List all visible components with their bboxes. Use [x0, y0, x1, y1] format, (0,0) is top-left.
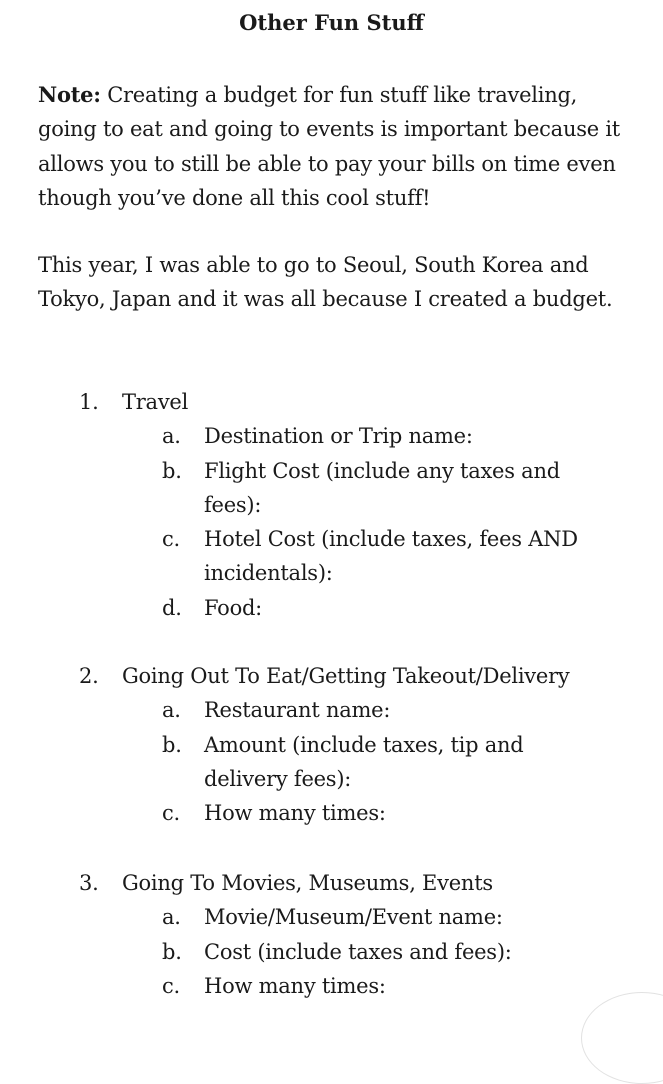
list-item: [0, 419, 663, 453]
list-section-events: [0, 866, 663, 1003]
list-item: [0, 454, 663, 523]
list-item: [0, 591, 663, 625]
item-letter: a.: [162, 424, 181, 449]
item-letter: c.: [162, 973, 180, 998]
list-item: [0, 969, 663, 1003]
item-text: Cost (include taxes and fees):: [204, 939, 512, 964]
item-text: Amount (include taxes, tip and delivery fees):: [204, 732, 524, 791]
item-letter: d.: [162, 595, 182, 620]
list-section-eating-out: [0, 659, 663, 830]
list-item: [0, 728, 663, 797]
list-section-travel: [0, 385, 663, 625]
list-item: [0, 693, 663, 727]
item-letter: b.: [162, 458, 182, 483]
item-letter: b.: [162, 732, 182, 757]
item-text: Movie/Museum/Event name:: [204, 905, 503, 930]
item-text: Hotel Cost (include taxes, fees AND incidentals):: [204, 527, 578, 586]
item-letter: a.: [162, 698, 181, 723]
item-text: Restaurant name:: [204, 698, 391, 723]
item-letter: c.: [162, 527, 180, 552]
list-item: [0, 900, 663, 934]
item-letter: a.: [162, 905, 181, 930]
list-heading: [0, 385, 663, 419]
note-lead: Note:: [38, 82, 101, 107]
item-text: How many times:: [204, 973, 386, 998]
item-text: Flight Cost (include any taxes and fees):: [204, 458, 560, 517]
item-text: Food:: [204, 595, 262, 620]
list-item: [0, 522, 663, 591]
story-paragraph: This year, I was able to go to Seoul, South Korea and Tokyo, Japan and it was all because I created a budget.: [38, 253, 613, 312]
list-heading: [0, 866, 663, 900]
list-item: [0, 796, 663, 830]
list-label: Going To Movies, Museums, Events: [122, 871, 493, 895]
list-number: 3.: [79, 871, 99, 895]
list-number: 1.: [79, 390, 99, 414]
item-letter: c.: [162, 801, 180, 826]
item-text: How many times:: [204, 801, 386, 826]
item-text: Destination or Trip name:: [204, 424, 473, 449]
page-title: Other Fun Stuff: [239, 10, 424, 35]
list-label: Travel: [122, 390, 189, 414]
note-paragraph: [38, 78, 638, 215]
page-corner-decoration: [581, 992, 663, 1084]
list-label: Going Out To Eat/Getting Takeout/Delivery: [122, 664, 570, 688]
list-number: 2.: [79, 664, 99, 688]
item-letter: b.: [162, 939, 182, 964]
note-text: Creating a budget for fun stuff like traveling, going to eat and going to events is important because it allows you to still be able to pay your bills on time even though you’ve done all this cool stuff!: [38, 83, 620, 210]
list-item: [0, 935, 663, 969]
list-heading: [0, 659, 663, 693]
